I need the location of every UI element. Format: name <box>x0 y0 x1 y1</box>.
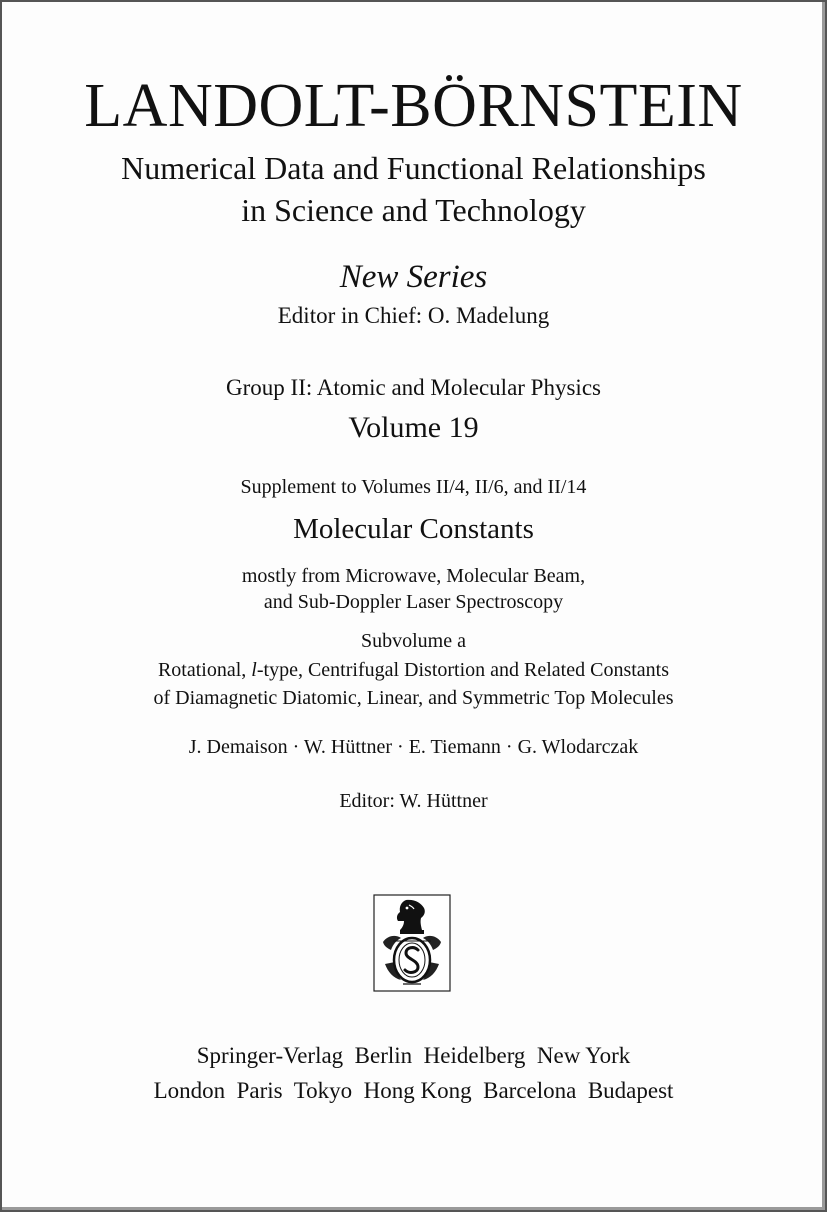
volume-label: Volume 19 <box>348 411 479 444</box>
subtitle-line-1: Numerical Data and Functional Relationships <box>121 150 706 186</box>
supplement-note: Supplement to Volumes II/4, II/6, and II/14 <box>240 476 587 498</box>
description-post: -type, Centrifugal Distortion and Related Constants <box>256 659 670 681</box>
volume-editor: Editor: W. Hüttner <box>339 790 488 812</box>
springer-knight-logo-icon <box>373 894 451 992</box>
scope-line-2: and Sub-Doppler Laser Spectroscopy <box>263 591 564 613</box>
group-label: Group II: Atomic and Molecular Physics <box>226 375 601 400</box>
description-pre: Rotational, <box>157 659 252 681</box>
authors-list: J. Demaison · W. Hüttner · E. Tiemann · G. Wlodarczak <box>188 736 639 758</box>
description-line-2: of Diamagnetic Diatomic, Linear, and Symmetric Top Molecules <box>153 687 674 709</box>
publisher-line-1: Springer-Verlag Berlin Heidelberg New York <box>196 1043 631 1068</box>
description-italic-l: l <box>251 659 257 681</box>
editor-in-chief: Editor in Chief: O. Madelung <box>277 303 550 328</box>
new-series-label: New Series <box>339 259 488 295</box>
subtitle-line-2: in Science and Technology <box>241 192 586 228</box>
book-title: Molecular Constants <box>293 513 534 545</box>
series-title: LANDOLT-BÖRNSTEIN <box>84 72 743 140</box>
publisher-line-2: London Paris Tokyo Hong Kong Barcelona Budapest <box>153 1078 674 1103</box>
scope-line-1: mostly from Microwave, Molecular Beam, <box>241 565 586 587</box>
subvolume-label: Subvolume a <box>361 630 466 652</box>
description-line-1 <box>2 658 825 682</box>
